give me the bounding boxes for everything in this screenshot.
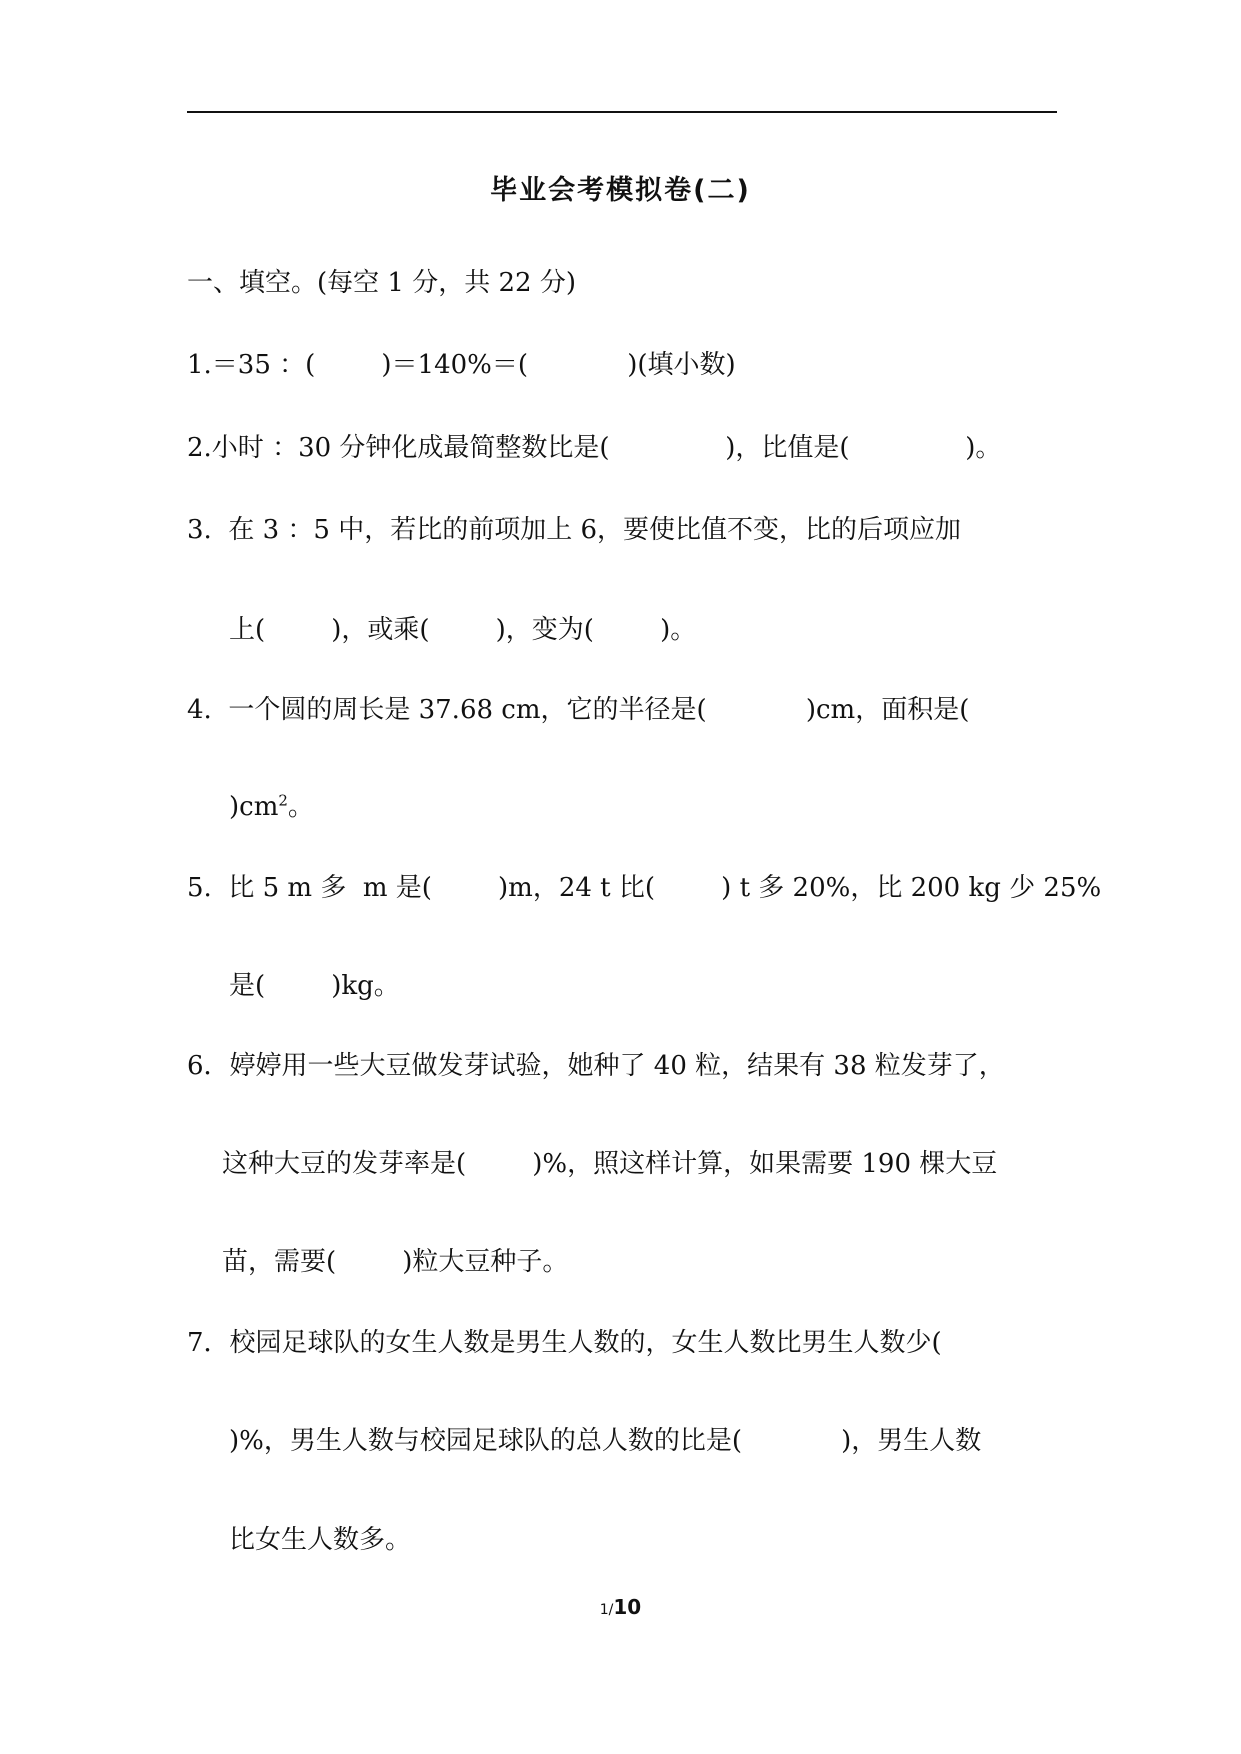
cm2-superscript: 2 bbox=[278, 791, 288, 810]
question-4-end: 。 bbox=[287, 792, 314, 822]
page-title: 毕业会考模拟卷(二) bbox=[490, 175, 751, 206]
question-6-continued: 这种大豆的发芽率是( )%，照这样计算，如果需要 190 棵大豆 bbox=[222, 1149, 998, 1179]
question-5: 5. 比 5 m 多 m 是( )m，24 t 比( ) t 多 20%，比 200 kg 少 25% bbox=[187, 873, 1102, 903]
question-4-cm: )cm bbox=[229, 792, 279, 822]
question-5-continued: 是( )kg。 bbox=[229, 971, 400, 1001]
question-4: 4. 一个圆的周长是 37.68 cm，它的半径是( )cm，面积是( bbox=[187, 695, 970, 725]
page-number bbox=[0, 1595, 1241, 1619]
question-3-continued: 上( )，或乘( )，变为( )。 bbox=[229, 615, 697, 645]
question-4-continued bbox=[229, 789, 314, 825]
question-7: 7．校园足球队的女生人数是男生人数的，女生人数比男生人数少( bbox=[187, 1328, 942, 1358]
top-rule bbox=[187, 111, 1057, 113]
question-3: 3. 在 3 ：5 中，若比的前项加上 6，要使比值不变，比的后项应加 bbox=[187, 515, 962, 545]
question-6: 6．婷婷用一些大豆做发芽试验，她种了 40 粒，结果有 38 粒发芽了， bbox=[187, 1051, 1005, 1081]
question-6-continued-2: 苗，需要( )粒大豆种子。 bbox=[222, 1247, 569, 1277]
question-2: 2.小时 ：30 分钟化成最简整数比是( )，比值是( )。 bbox=[187, 433, 1002, 463]
page-total: 10 bbox=[613, 1595, 642, 1619]
question-7-continued: )%，男生人数与校园足球队的总人数的比是( )，男生人数 bbox=[229, 1426, 982, 1456]
page-current: 1/ bbox=[599, 1602, 614, 1618]
question-7-continued-2: 比女生人数多。 bbox=[229, 1525, 412, 1555]
question-1: 1.＝35 ：( )＝140%＝( )(填小数) bbox=[187, 350, 736, 380]
section-heading: 一、填空。(每空 1 分，共 22 分) bbox=[187, 268, 576, 298]
